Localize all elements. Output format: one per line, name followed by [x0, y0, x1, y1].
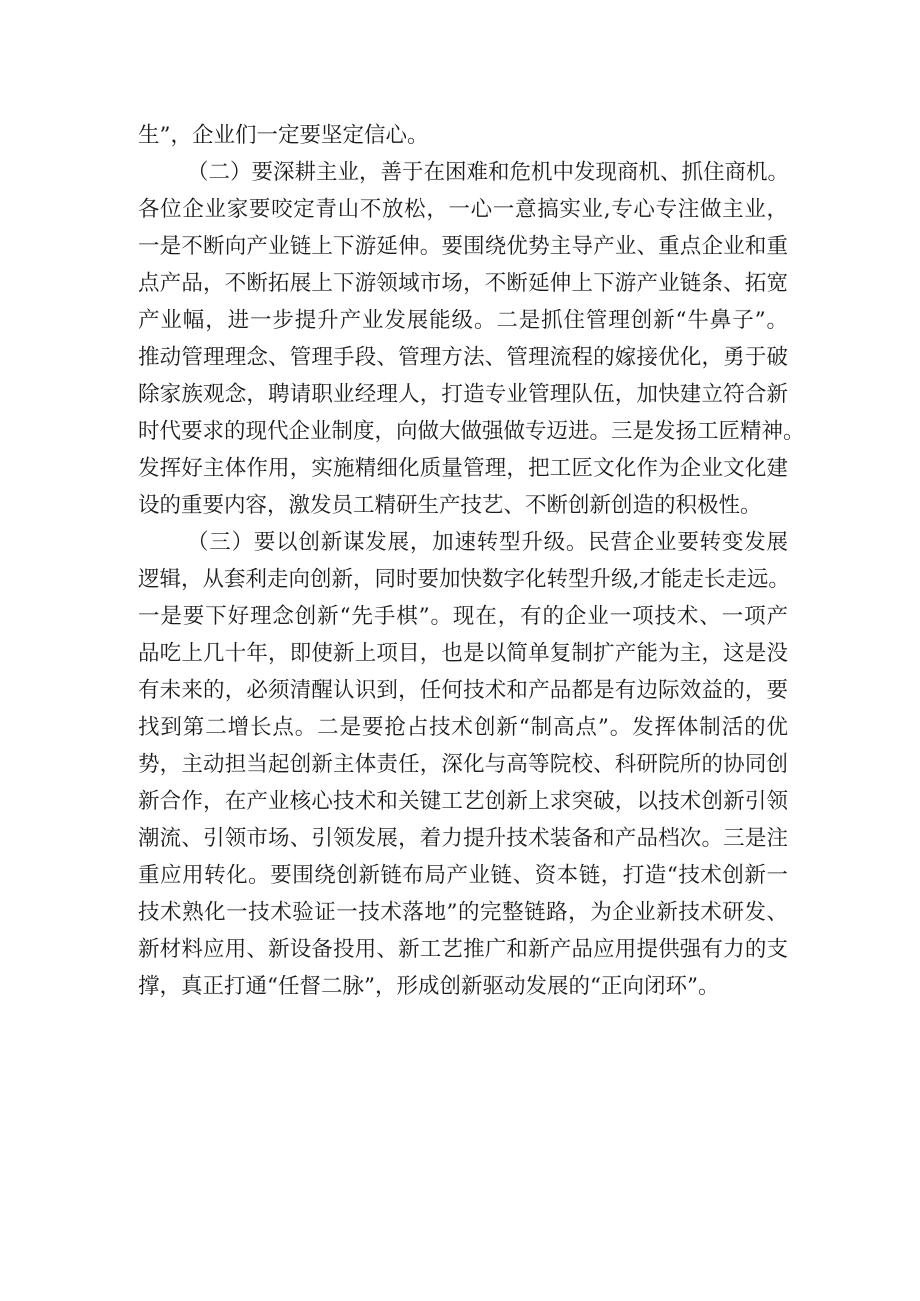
text-line: 新材料应用、新设备投用、新工艺推广和新产品应用提供强有力的支	[138, 937, 788, 962]
text-line: 新合作，在产业核心技术和关键工艺创新上求突破，以技术创新引领	[138, 789, 788, 814]
text-line: 推动管理理念、管理手段、管理方法、管理流程的嫁接优化，勇于破	[138, 345, 788, 370]
section-heading-line: （二）要深耕主业，善于在困难和危机中发现商机、抓住商机。	[187, 160, 790, 185]
text-line: 重应用转化。要围绕创新链布局产业链、资本链，打造“技术创新一	[138, 863, 788, 888]
text-line: 品吃上几十年，即使新上项目，也是以简单复制扩产能为主，这是没	[138, 641, 788, 666]
text-line: 一是不断向产业链上下游延伸。要围绕优势主导产业、重点企业和重	[138, 234, 788, 259]
text-line: 潮流、引领市场、引领发展，着力提升技术装备和产品档次。三是注	[138, 826, 788, 851]
text-line: 点产品，不断拓展上下游领域市场，不断延伸上下游产业链条、拓宽	[138, 271, 788, 296]
section-heading-line: （三）要以创新谋发展，加速转型升级。民营企业要转变发展	[187, 530, 788, 555]
text-line: 各位企业家要咬定青山不放松，一心一意搞实业,专心专注做主业，	[138, 197, 788, 222]
text-line: 发挥好主体作用，实施精细化质量管理，把工匠文化作为企业文化建	[138, 456, 788, 481]
document-body	[138, 117, 805, 1005]
text-line: 时代要求的现代企业制度，向做大做强做专迈进。三是发扬工匠精神。	[138, 419, 805, 444]
text-line: 撑，真正打通“任督二脉”，形成创新驱动发展的“正向闭环”。	[138, 974, 720, 999]
text-line: 生”，企业们一定要坚定信心。	[138, 123, 429, 148]
text-line: 找到第二增长点。二是要抢占技术创新“制高点”。发挥体制活的优	[138, 715, 788, 740]
text-line: 除家族观念，聘请职业经理人，打造专业管理队伍，加快建立符合新	[138, 382, 788, 407]
text-line: 逻辑，从套利走向创新，同时要加快数字化转型升级,才能走长走远。	[138, 567, 790, 592]
text-line: 一是要下好理念创新“先手棋”。现在，有的企业一项技术、一项产	[138, 604, 788, 629]
text-line: 设的重要内容，激发员工精研生产技艺、不断创新创造的积极性。	[138, 493, 762, 518]
text-line: 势，主动担当起创新主体责任，深化与高等院校、科研院所的协同创	[138, 752, 788, 777]
text-line: 产业幅，进一步提升产业发展能级。二是抓住管理创新“牛鼻子”。	[138, 308, 788, 333]
text-line: 有未来的，必须清醒认识到，任何技术和产品都是有边际效益的，要	[138, 678, 788, 703]
text-line: 技术熟化一技术验证一技术落地”的完整链路，为企业新技术研发、	[138, 900, 788, 925]
